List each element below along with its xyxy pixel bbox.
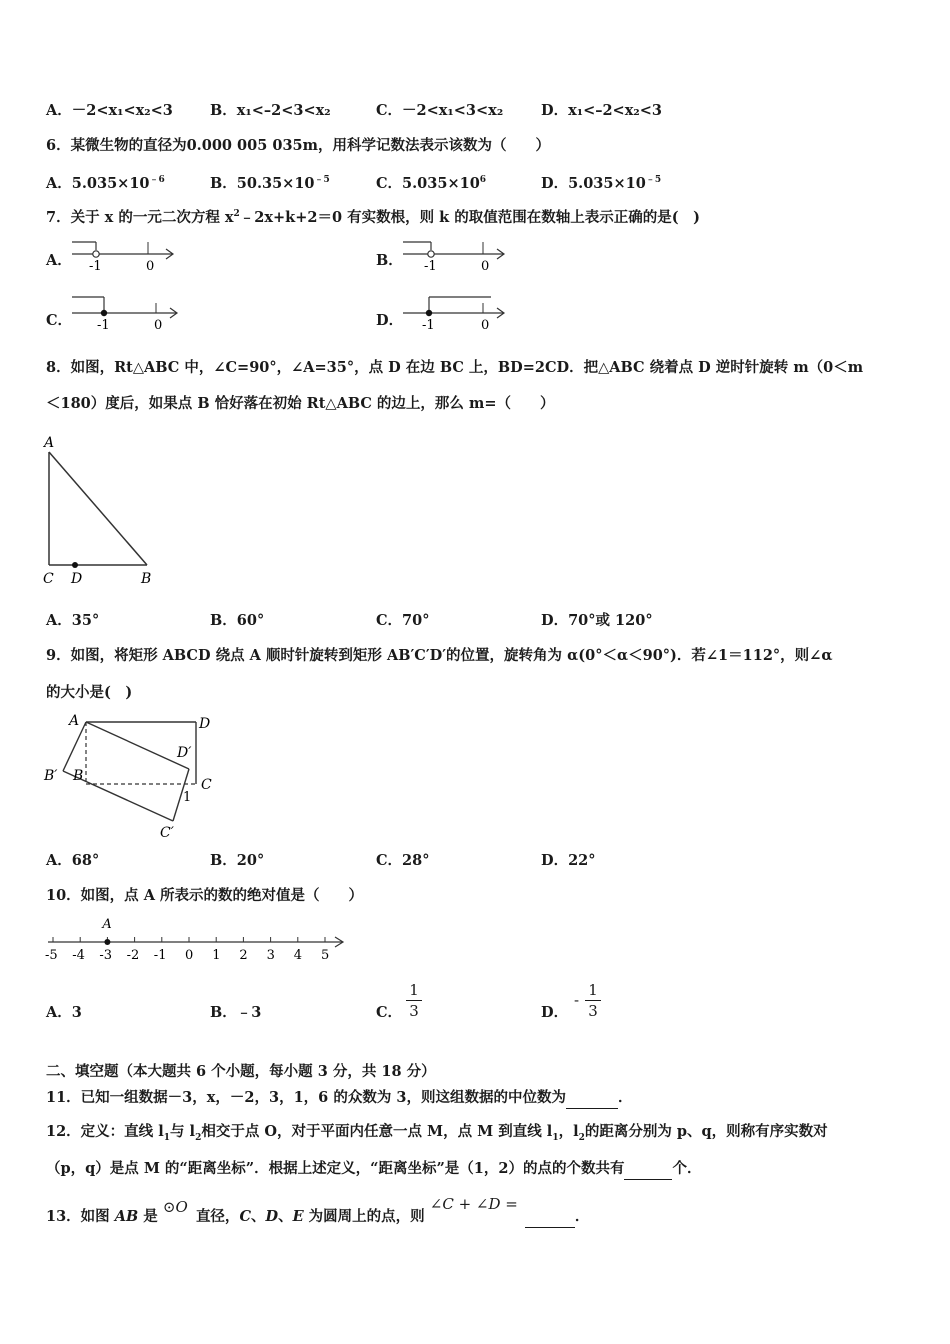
- q7-a-tick-neg1: -1: [89, 259, 102, 274]
- q6-stem: 6．某微生物的直径为0.000 005 035m，用科学记数法表示该数为（ ）: [46, 137, 550, 154]
- q10-option-d[interactable]: D．: [541, 1004, 569, 1021]
- q10-tick-label: -4: [72, 948, 85, 963]
- q10-tick-label: -1: [153, 948, 167, 963]
- q10-option-c-fraction: 1 3: [406, 982, 422, 1019]
- q10-tick-label: 2: [239, 948, 248, 963]
- q13-answer-blank[interactable]: [525, 1207, 575, 1228]
- q10-tick-label: -3: [99, 948, 113, 963]
- q9-option-a[interactable]: A．68°: [46, 852, 100, 869]
- q10-option-d-fraction: 1 3: [585, 982, 601, 1019]
- q10-option-c[interactable]: C．: [376, 1004, 403, 1021]
- q6-option-a[interactable]: A．$5.035\times 10^{﹣6}$: [46, 174, 165, 192]
- q8-option-b[interactable]: B．60°: [210, 612, 265, 629]
- q10-tick-label: 4: [293, 948, 303, 963]
- q7-numberline-c: [72, 295, 184, 335]
- q9-option-c[interactable]: C．28°: [376, 852, 430, 869]
- q8-option-d[interactable]: D．70°或 120°: [541, 612, 653, 629]
- q7-option-c[interactable]: C．: [46, 312, 73, 329]
- section2-title: 二、填空题（本大题共 6 个小题，每小题 3 分，共 18 分）: [46, 1063, 436, 1080]
- q10-option-a[interactable]: A．3: [46, 1004, 82, 1021]
- q7-numberline-a: [72, 236, 180, 276]
- q5-option-d[interactable]: D．x₁<–2<x₂<3: [541, 102, 662, 119]
- q8-label-d: D: [71, 571, 83, 587]
- q7-option-a[interactable]: A．: [46, 252, 72, 269]
- q9-label-a: A: [69, 713, 80, 729]
- q6-option-c[interactable]: C．$5.035\times 10^6$: [376, 174, 487, 192]
- q10-tick-label: 3: [266, 948, 275, 963]
- q9-option-b[interactable]: B．20°: [210, 852, 265, 869]
- q7-b-tick-neg1: -1: [424, 259, 437, 274]
- q7-stem: 7．关于 x 的一元二次方程 $x^2﹣2x+k+2=0$ 有实数根，则 k 的取值范围在数轴上表示正确的是( ): [46, 208, 700, 226]
- q10-number-axis: [44, 915, 350, 965]
- q10-point-a-dot: [104, 939, 110, 945]
- q12-answer-blank[interactable]: [624, 1159, 672, 1180]
- q5-option-a[interactable]: A．－2<x₁<x₂<3: [46, 102, 173, 119]
- q7-b-tick-0: 0: [481, 259, 490, 274]
- q9-label-bprime: B′: [44, 768, 58, 784]
- q11-stem: 11．已知一组数据－3，x，－2，3，1，6 的众数为 3，则这组数据的中位数为 ．: [46, 1088, 632, 1109]
- q7-numberline-d: [403, 295, 511, 335]
- q10-tick-label: 0: [185, 948, 194, 963]
- q7-d-tick-0: 0: [481, 318, 490, 333]
- q9-stem-line1: 9．如图，将矩形 ABCD 绕点 A 顺时针旋转到矩形 AB′C′D′的位置，旋转角为 α(0°＜α＜90°)．若∠1＝112°，则∠α: [46, 647, 833, 664]
- q7-numberline-b: [403, 236, 511, 276]
- q11-answer-blank[interactable]: [566, 1088, 618, 1109]
- q7-option-b[interactable]: B．: [376, 252, 403, 269]
- q9-label-d: D: [199, 716, 211, 732]
- q5-option-c[interactable]: C．－2<x₁<3<x₂: [376, 102, 504, 119]
- q10-tick-label: -2: [126, 948, 140, 963]
- q7-option-d[interactable]: D．: [376, 312, 404, 329]
- q9-rectangle-figure: [42, 712, 227, 844]
- q8-stem-line2: ＜180）度后，如果点 B 恰好落在初始 Rt△ABC 的边上，那么 m=（ ）: [46, 395, 555, 412]
- q9-label-c: C: [201, 777, 212, 793]
- q8-label-c: C: [43, 571, 54, 587]
- q8-label-b: B: [141, 571, 152, 587]
- q13-angle-expression: ∠C + ∠D =: [429, 1195, 518, 1213]
- q7-c-tick-0: 0: [154, 318, 163, 333]
- q9-label-angle1: 1: [183, 790, 192, 805]
- q8-stem-line1: 8．如图，Rt△ABC 中，∠C=90°，∠A=35°，点 D 在边 BC 上，BD=2CD．把△ABC 绕着点 D 逆时针旋转 m（0＜m: [46, 359, 864, 376]
- q8-option-c[interactable]: C．70°: [376, 612, 430, 629]
- q10-tick-label: 1: [212, 948, 221, 963]
- q10-stem: 10．如图，点 A 所表示的数的绝对值是（ ）: [46, 887, 364, 904]
- q9-label-dprime: D′: [177, 745, 192, 761]
- q8-option-a[interactable]: A．35°: [46, 612, 100, 629]
- q10-option-d-sign: -: [574, 991, 580, 1009]
- q8-label-a: A: [44, 435, 55, 451]
- q8-triangle-figure: [40, 432, 160, 592]
- q10-tick-label: -5: [45, 948, 58, 963]
- q7-c-tick-neg1: -1: [97, 318, 110, 333]
- q10-point-a-label: A: [102, 917, 112, 932]
- q9-label-b: B: [73, 768, 84, 784]
- q10-tick-label: 5: [321, 948, 330, 963]
- q7-d-tick-neg1: -1: [422, 318, 435, 333]
- q5-option-b[interactable]: B．x₁<–2<3<x₂: [210, 102, 331, 119]
- q13-circle-o: ⊙O: [162, 1198, 188, 1216]
- q9-option-d[interactable]: D．22°: [541, 852, 596, 869]
- q9-label-cprime: C′: [160, 825, 174, 841]
- q13-stem: 13．如图 AB 是 ⊙O 直径，C、D、E 为圆周上的点，则 ∠C + ∠D = ．: [46, 1206, 589, 1228]
- q12-stem-line2: （p，q）是点 M 的“距离坐标”．根据上述定义，“距离坐标”是（1，2）的点的个数共有 个．: [46, 1159, 701, 1180]
- q9-stem-line2: 的大小是( ): [46, 684, 133, 701]
- q10-option-b[interactable]: B．﹣3: [210, 1004, 262, 1021]
- q6-option-b[interactable]: B．$50.35\times 10^{﹣5}$: [210, 174, 330, 192]
- q12-stem-line1: 12．定义：直线 $l_1$与 $l_2$相交于点 O，对于平面内任意一点 M，点 M 到直线 $l_1$，$l_2$的距离分别为 p、q，则称有序实数对: [46, 1123, 828, 1143]
- q6-option-d[interactable]: D．$5.035\times 10^{﹣5}$: [541, 174, 662, 192]
- q7-a-tick-0: 0: [146, 259, 155, 274]
